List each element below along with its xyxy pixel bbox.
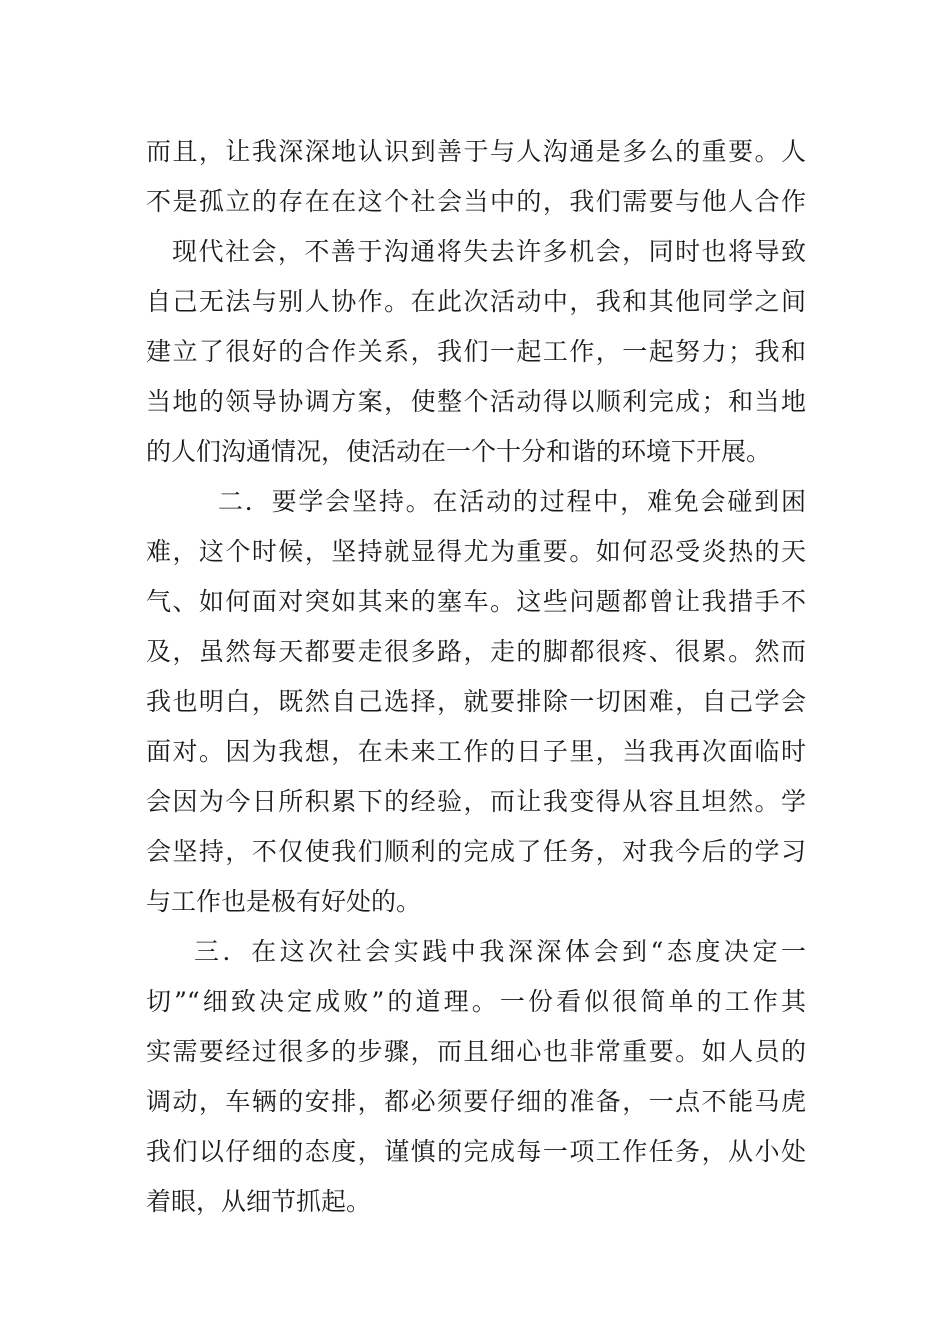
text-line: 三．在这次社会实践中我深深体会到“态度决定一 [194, 937, 806, 966]
text-line: 当地的领导协调方案，使整个活动得以顺利完成；和当地 [146, 387, 806, 416]
text-line: 气、如何面对突如其来的塞车。这些问题都曾让我措手不 [146, 587, 806, 616]
text-line: 自己无法与别人协作。在此次活动中，我和其他同学之间 [146, 287, 806, 316]
text-line: 不是孤立的存在在这个社会当中的，我们需要与他人合作 [146, 187, 806, 216]
text-line: 我也明白，既然自己选择，就要排除一切困难，自己学会 [146, 687, 806, 716]
text-line: 切”“细致决定成败”的道理。一份看似很简单的工作其 [146, 987, 806, 1016]
text-line: 的人们沟通情况，使活动在一个十分和谐的环境下开展。 [146, 437, 772, 466]
text-line: 及，虽然每天都要走很多路，走的脚都很疼、很累。然而 [146, 637, 806, 666]
text-line: 调动，车辆的安排，都必须要仔细的准备，一点不能马虎 [146, 1087, 806, 1116]
text-line: 着眼，从细节抓起。 [146, 1187, 372, 1216]
text-line: 会因为今日所积累下的经验，而让我变得从容且坦然。学 [146, 787, 806, 816]
text-line: 难，这个时候，坚持就显得尤为重要。如何忍受炎热的天 [146, 537, 806, 566]
text-line: 面对。因为我想，在未来工作的日子里，当我再次面临时 [146, 737, 806, 766]
text-line: 实需要经过很多的步骤，而且细心也非常重要。如人员的 [146, 1037, 806, 1066]
text-line: 会坚持，不仅使我们顺利的完成了任务，对我今后的学习 [146, 837, 806, 866]
text-line: 我们以仔细的态度，谨慎的完成每一项工作任务，从小处 [146, 1137, 806, 1166]
text-line: 而且，让我深深地认识到善于与人沟通是多么的重要。人 [146, 137, 806, 166]
body-text [146, 127, 806, 1227]
text-line: 现代社会，不善于沟通将失去许多机会，同时也将导致 [172, 237, 806, 266]
text-line: 二．要学会坚持。在活动的过程中，难免会碰到困 [218, 487, 806, 516]
text-line: 与工作也是极有好处的。 [146, 887, 422, 916]
text-line: 建立了很好的合作关系，我们一起工作，一起努力；我和 [146, 337, 806, 366]
